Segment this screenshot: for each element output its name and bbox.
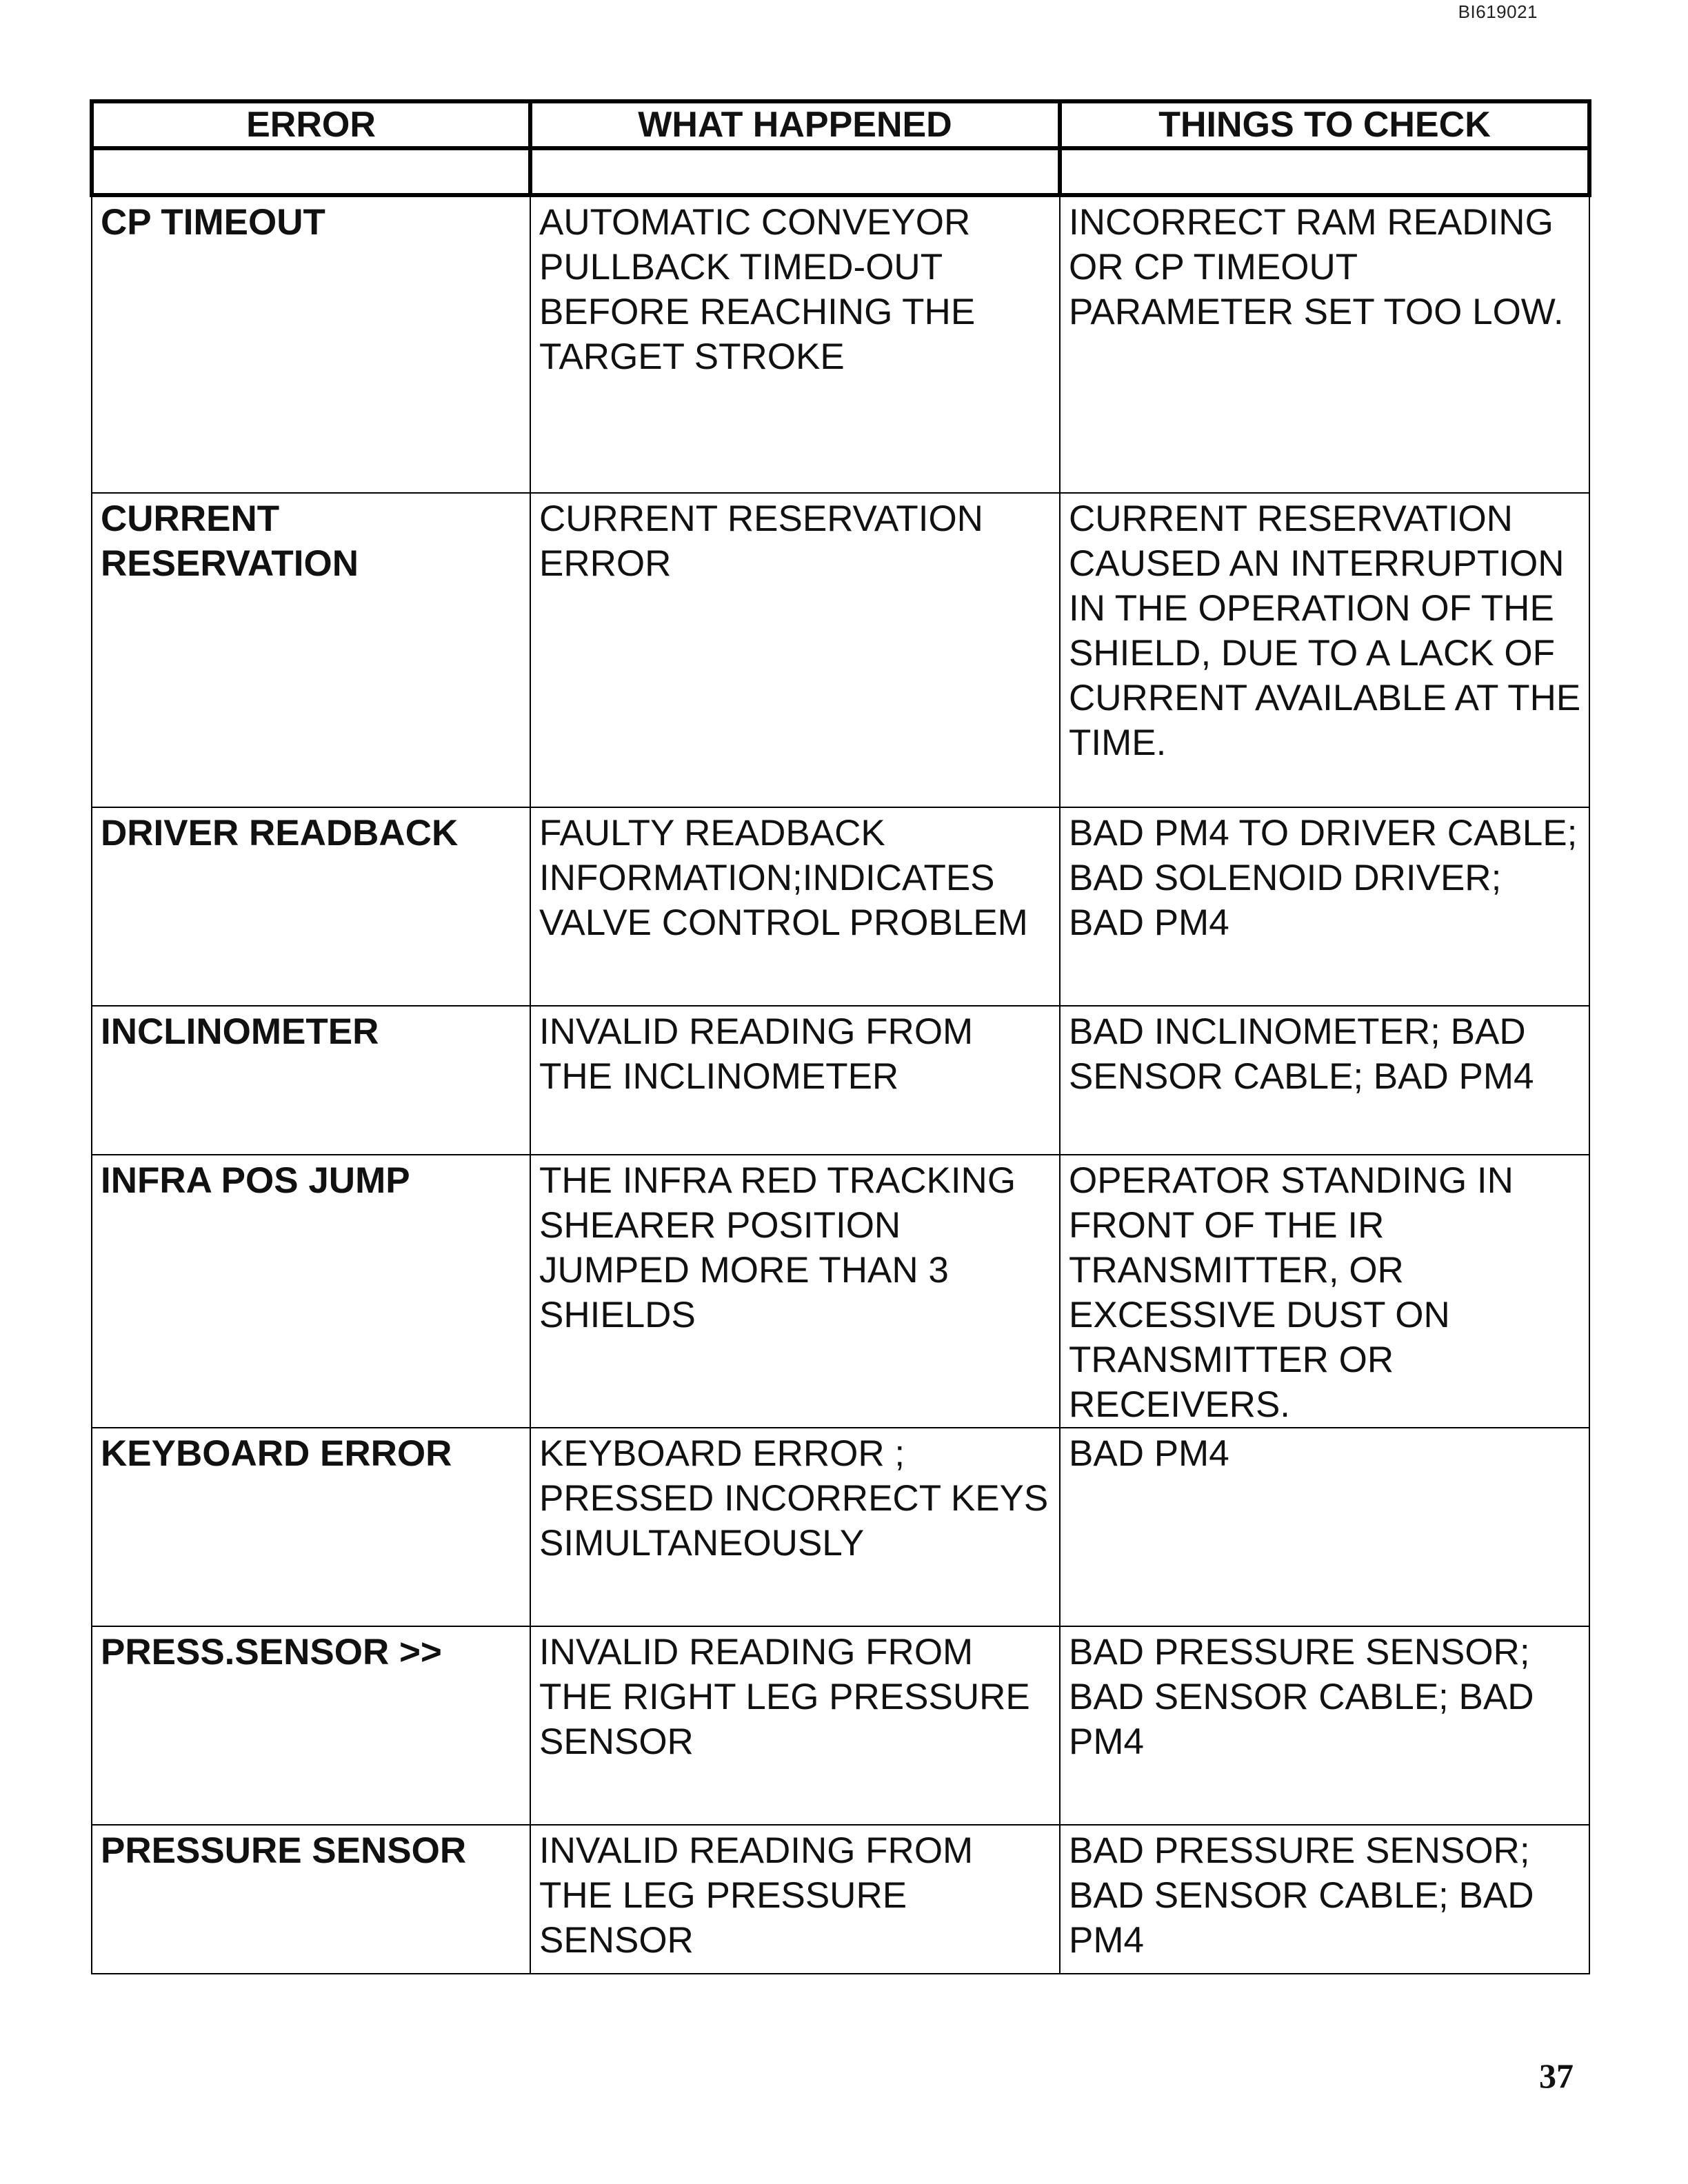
error-cell: CP TIMEOUT: [92, 195, 530, 493]
table-row: [92, 493, 1589, 807]
what-happened-cell: INVALID READING FROM THE LEG PRESSURE SENSOR: [530, 1825, 1060, 1974]
table-row: [92, 807, 1589, 1006]
document-id: BI619021: [1458, 1, 1538, 22]
table-header-row: [92, 101, 1589, 148]
what-happened-cell: THE INFRA RED TRACKING SHEARER POSITION JUMPED MORE THAN 3 SHIELDS: [530, 1155, 1060, 1428]
things-to-check-cell: BAD PRESSURE SENSOR; BAD SENSOR CABLE; BAD PM4: [1060, 1825, 1589, 1974]
what-happened-cell: AUTOMATIC CONVEYOR PULLBACK TIMED-OUT BEFORE REACHING THE TARGET STROKE: [530, 195, 1060, 493]
what-happened-cell: INVALID READING FROM THE RIGHT LEG PRESSURE SENSOR: [530, 1626, 1060, 1825]
things-to-check-cell: BAD INCLINOMETER; BAD SENSOR CABLE; BAD PM4: [1060, 1006, 1589, 1155]
what-happened-cell: FAULTY READBACK INFORMATION;INDICATES VALVE CONTROL PROBLEM: [530, 807, 1060, 1006]
spacer-cell: [92, 148, 530, 195]
table-row: [92, 1006, 1589, 1155]
page-number: 37: [1539, 2056, 1574, 2095]
error-cell: DRIVER READBACK: [92, 807, 530, 1006]
spacer-cell: [1060, 148, 1589, 195]
spacer-cell: [530, 148, 1060, 195]
header-things-to-check: THINGS TO CHECK: [1060, 101, 1589, 148]
what-happened-cell: INVALID READING FROM THE INCLINOMETER: [530, 1006, 1060, 1155]
error-cell: INCLINOMETER: [92, 1006, 530, 1155]
table-row: [92, 195, 1589, 493]
table-row: [92, 1428, 1589, 1626]
things-to-check-cell: BAD PM4: [1060, 1428, 1589, 1626]
error-cell: INFRA POS JUMP: [92, 1155, 530, 1428]
table-row: [92, 1155, 1589, 1428]
things-to-check-cell: OPERATOR STANDING IN FRONT OF THE IR TRANSMITTER, OR EXCESSIVE DUST ON TRANSMITTER OR RECEIVERS.: [1060, 1155, 1589, 1428]
error-cell: KEYBOARD ERROR: [92, 1428, 530, 1626]
header-what-happened: WHAT HAPPENED: [530, 101, 1060, 148]
things-to-check-cell: BAD PM4 TO DRIVER CABLE; BAD SOLENOID DRIVER; BAD PM4: [1060, 807, 1589, 1006]
things-to-check-cell: BAD PRESSURE SENSOR; BAD SENSOR CABLE; BAD PM4: [1060, 1626, 1589, 1825]
header-error: ERROR: [92, 101, 530, 148]
what-happened-cell: KEYBOARD ERROR ; PRESSED INCORRECT KEYS SIMULTANEOUSLY: [530, 1428, 1060, 1626]
things-to-check-cell: INCORRECT RAM READING OR CP TIMEOUT PARAMETER SET TOO LOW.: [1060, 195, 1589, 493]
table-row: [92, 1626, 1589, 1825]
things-to-check-cell: CURRENT RESERVATION CAUSED AN INTERRUPTION IN THE OPERATION OF THE SHIELD, DUE TO A LACK OF CURRENT AVAILABLE AT THE TIME.: [1060, 493, 1589, 807]
error-table: [90, 99, 1591, 1974]
table-row: [92, 1825, 1589, 1974]
error-cell: PRESSURE SENSOR: [92, 1825, 530, 1974]
error-cell: CURRENT RESERVATION: [92, 493, 530, 807]
error-cell: PRESS.SENSOR >>: [92, 1626, 530, 1825]
table-spacer-row: [92, 148, 1589, 195]
what-happened-cell: CURRENT RESERVATION ERROR: [530, 493, 1060, 807]
